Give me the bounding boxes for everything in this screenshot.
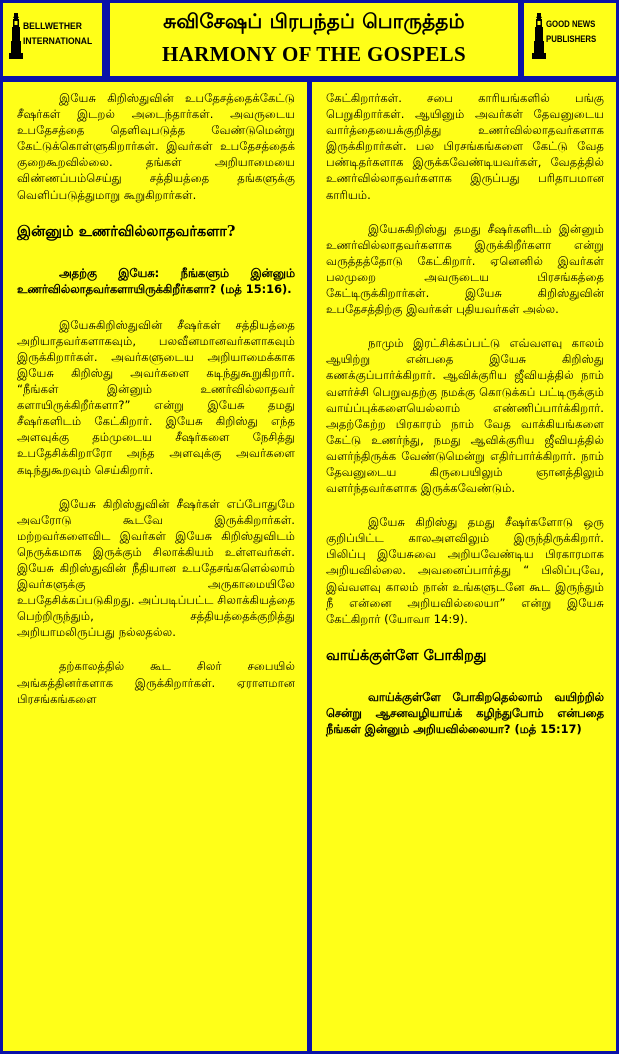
left-scripture-quote: அதற்கு இயேசு: நீங்களும் இன்னும் உணர்வில்லாதவர்களாயிருக்கிறீர்களா? (மத் 15:16). bbox=[17, 265, 295, 296]
right-column bbox=[312, 82, 616, 1051]
tower-icon bbox=[9, 13, 23, 61]
left-column bbox=[3, 82, 307, 1051]
right-paragraph-2: இயேசுகிறிஸ்து தமது சீஷர்களிடம் இன்னும் உணர்வில்லாதவர்களாக இருக்கிறீர்களா என்று வருத்தத்தோடு கேட்கிறார். ஏனெனில் இவர்கள் பலமுறை அவருடைய பிரசங்கத்தை கேட்டிருக்கிறார்கள். இயேசு கிறிஸ்துவின் உபதேசத்திற்கு இவர்கள் புதியவர்கள் அல்ல. bbox=[326, 221, 604, 317]
logo-right-line1: GOOD NEWS bbox=[546, 19, 596, 30]
title-tamil: சுவிசேஷப் பிரபந்தப் பொருத்தம் bbox=[163, 9, 465, 33]
left-paragraph-1: இயேசு கிறிஸ்துவின் உபதேசத்தைக்கேட்டு சீஷர்கள் இடறல் அடைந்தார்கள். அவருடைய உபதேசத்தை தெளிவுபடுத்த வேண்டுமென்று கேட்டுக்கொள்ளுகிறார்கள். இவர்கள் உபதேசத்தைக் குறைகூறவில்லை. தங்கள் அறியாமையை விண்ணப்பம்செய்து சத்தியத்தை தங்களுக்கு வெளிப்படுத்துமாறு கூறுகிறார்கள். bbox=[17, 91, 295, 202]
right-paragraph-1: கேட்கிறார்கள். சபை காரியங்களில் பங்கு பெறுகிறார்கள். ஆயினும் அவர்கள் தேவனுடைய வார்த்தையைக்குறித்து உணர்வில்லாதவர்களாக இருக்கிறார்கள். பல பிரசங்கங்களை கேட்டு வேத பண்டிதர்களாக இருக்கவேண்டியவர்கள், வேதத்தில் உணர்வில்லாதவர்களாக இருப்பது பரிதாபமான காரியம். bbox=[326, 91, 604, 202]
right-scripture-quote: வாய்க்குள்ளே போகிறதெல்லாம் வயிற்றில் சென்று ஆசனவழியாய்க் கழிந்துபோம் என்பதை நீங்கள் இன்னும் அறியவில்லையா? (மத் 15:17) bbox=[326, 689, 604, 736]
right-paragraph-4: இயேசு கிறிஸ்து தமது சீஷர்களோடு ஒரு குறிப்பிட்ட காலஅளவிலும் இருந்திருக்கிறார். பிலிப்பு இயேசுவை அறியவேண்டிய பிரகாரமாக அறியவில்லை. அவனைப்பார்த்து “ பிலிப்புவே, இவ்வளவு காலம் நான் உங்களுடனே கூட இருந்தும் நீ என்னை அறியவில்லையா” என்று இயேசு கேட்கிறார் (யோவா 14:9). bbox=[326, 515, 604, 626]
left-paragraph-2: இயேசுகிறிஸ்துவின் சீஷர்கள் சத்தியத்தை அறியாதவர்களாகவும், பலவீனமானவர்களாகவும் இருக்கிறார்கள். அவர்களுடைய அறியாமைக்காக இயேசு கிறிஸ்து அவர்களை கடிந்துகூறுகிறார். “நீங்கள் இன்னும் உணர்வில்லாதவர் களாயிருக்கிறீர்களா?” என்று இயேசு தமது சீஷர்களிடம் கேட்கிறார். இயேசு கிறிஸ்து எந்த அளவுக்கு தம்முடைய சீஷர்களை நேசித்து உபதேசிக்கிறாரோ அந்த அளவுக்கு அவர்களை கடிந்துகூறவும் செய்கிறார். bbox=[17, 317, 295, 477]
logo-right-line2: PUBLISHERS bbox=[546, 34, 597, 45]
logo-left-line2: INTERNATIONAL bbox=[23, 36, 93, 47]
left-paragraph-4: தற்காலத்தில் கூட சிலர் சபையில் அங்கத்தினர்களாக இருக்கிறார்கள். ஏராளமான பிரசங்கங்களை bbox=[17, 659, 295, 706]
bellwether-logo bbox=[3, 3, 102, 76]
tower-icon bbox=[532, 13, 546, 61]
good-news-logo bbox=[524, 3, 616, 76]
left-section-heading: இன்னும் உணர்வில்லாதவர்களா? bbox=[17, 222, 236, 240]
title-english: HARMONY OF THE GOSPELS bbox=[162, 42, 466, 66]
logo-left-line1: BELLWETHER bbox=[23, 21, 82, 32]
right-section-heading: வாய்க்குள்ளே போகிறது bbox=[326, 646, 487, 664]
left-paragraph-3: இயேசு கிறிஸ்துவின் சீஷர்கள் எப்போதுமே அவரோடு கூடவே இருக்கிறார்கள். மற்றவர்களைவிட இவர்கள் இயேசு கிறிஸ்துவிடம் நெருக்கமாக இருக்கும் சிலாக்கியம் உள்ளவர்கள். இயேசு கிறிஸ்துவின் நீதியான உபதேசங்களெல்லாம் இவர்களுக்கு அருகாமையிலே உபதேசிக்கப்படுகிறது. அப்படிப்பட்ட சிலாக்கியத்தை பெற்றிருந்தும், சத்தியத்தைக்குறித்து அறியாமலிருப்பது நல்லதல்ல. bbox=[17, 496, 295, 640]
page-title-box bbox=[110, 3, 518, 76]
right-paragraph-3: நாமும் இரட்சிக்கப்பட்டு எவ்வளவு காலம் ஆயிற்று என்பதை இயேசு கிறிஸ்து கணக்குப்பார்க்கிறார். ஆவிக்குரிய ஜீவியத்தில் நாம் வளர்ச்சி பெறுவதற்கு நமக்கு கொடுக்கப் பட்டிருக்கும் வாய்ப்புக்களையெல்லாம் எண்ணிப்பார்க்கிறார். அதற்கேற்ற பிரகாரம் நாம் வேத வாக்கியங்களை கேட்டு உணர்ந்து, நமது ஆவிக்குரிய ஜீவியத்தில் வளர்ந்திருக்க வேண்டுமென்று எதிர்பார்க்கிறார். நாம் தேவனுடைய கிருபையிலும் ஞானத்திலும் வளர்ந்தவர்களாக இருக்கவேண்டும். bbox=[326, 336, 604, 496]
